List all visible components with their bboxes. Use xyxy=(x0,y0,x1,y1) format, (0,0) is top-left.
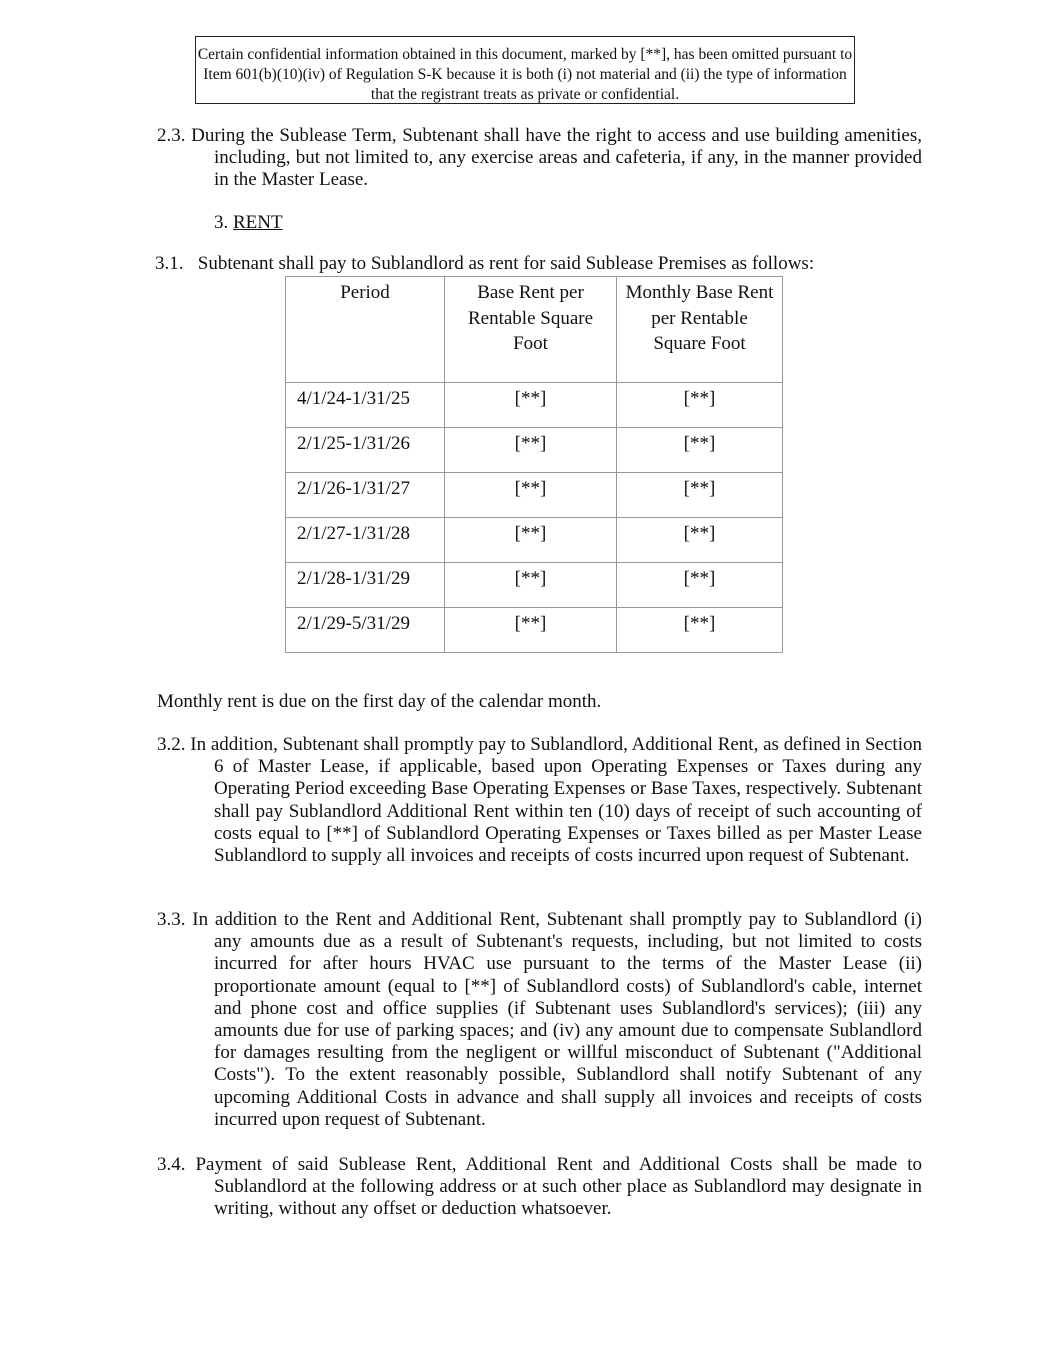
base-rent-cell: [**] xyxy=(445,608,617,653)
rent-table xyxy=(285,276,783,653)
base-rent-cell: [**] xyxy=(445,428,617,473)
period-cell: 2/1/29-5/31/29 xyxy=(286,608,445,653)
period-cell: 2/1/27-1/31/28 xyxy=(286,518,445,563)
confidentiality-notice: Certain confidential information obtained in this document, marked by [**], has been omitted pursuant to Item 601(b)(10)(iv) of Regulation S-K because it is both (i) not material and (ii) the type of information that the registrant treats as private or confidential. xyxy=(195,36,855,104)
period-cell: 2/1/28-1/31/29 xyxy=(286,563,445,608)
table-row xyxy=(286,518,783,563)
section-3-4: 3.4. Payment of said Sublease Rent, Additional Rent and Additional Costs shall be made to Sublandlord at the following address or at such other place as Sublandlord may designate in writing, without any offset or deduction whatsoever. xyxy=(157,1154,922,1220)
period-cell: 2/1/25-1/31/26 xyxy=(286,428,445,473)
rent-heading xyxy=(214,212,283,234)
base-rent-cell: [**] xyxy=(445,473,617,518)
base-rent-cell: [**] xyxy=(445,383,617,428)
header-monthly-base-rent: Monthly Base Rent per Rentable Square Foot xyxy=(617,277,783,383)
section-3-2: 3.2. In addition, Subtenant shall promptly pay to Sublandlord, Additional Rent, as defined in Section 6 of Master Lease, if applicable, based upon Operating Expenses or Taxes during any Operating Period exceeding Base Operating Expenses or Base Taxes, respectively. Subtenant shall pay Sublandlord Additional Rent within ten (10) days of receipt of such accounting of costs equal to [**] of Sublandlord Operating Expenses or Taxes billed as per Master Lease Sublandlord to supply all invoices and receipts of costs incurred upon request of Subtenant. xyxy=(157,734,922,867)
table-header-row xyxy=(286,277,783,383)
header-period: Period xyxy=(286,277,445,383)
period-cell: 4/1/24-1/31/25 xyxy=(286,383,445,428)
base-rent-cell: [**] xyxy=(445,563,617,608)
rent-heading-number: 3. xyxy=(214,212,229,233)
header-base-rent: Base Rent per Rentable Square Foot xyxy=(445,277,617,383)
monthly-rent-cell: [**] xyxy=(617,428,783,473)
rent-heading-title: RENT xyxy=(233,212,283,233)
section-3-3: 3.3. In addition to the Rent and Additional Rent, Subtenant shall promptly pay to Sublandlord (i) any amounts due as a result of Subtenant's requests, including, but not limited to costs incurred for after hours HVAC use pursuant to the terms of the Master Lease (ii) proportionate amount (equal to [**] of Sublandlord costs) of Sublandlord's cable, internet and phone cost and office supplies (if Subtenant uses Sublandlord's services); (iii) any amounts due for use of parking spaces; and (iv) any amount due to compensate Sublandlord for damages resulting from the negligent or willful misconduct of Subtenant ("Additional Costs"). To the extent reasonably possible, Sublandlord shall notify Subtenant of any upcoming Additional Costs in advance and shall supply all invoices and receipts of costs incurred upon request of Subtenant. xyxy=(157,909,922,1130)
section-3-1: 3.1. Subtenant shall pay to Sublandlord as rent for said Sublease Premises as follows: xyxy=(155,253,815,274)
base-rent-cell: [**] xyxy=(445,518,617,563)
table-row xyxy=(286,383,783,428)
table-row xyxy=(286,428,783,473)
monthly-rent-cell: [**] xyxy=(617,518,783,563)
monthly-rent-note: Monthly rent is due on the first day of the calendar month. xyxy=(157,691,602,712)
monthly-rent-cell: [**] xyxy=(617,563,783,608)
monthly-rent-cell: [**] xyxy=(617,383,783,428)
monthly-rent-cell: [**] xyxy=(617,608,783,653)
table-row xyxy=(286,608,783,653)
table-row xyxy=(286,563,783,608)
period-cell: 2/1/26-1/31/27 xyxy=(286,473,445,518)
section-2-3: 2.3. During the Sublease Term, Subtenant shall have the right to access and use building amenities, including, but not limited to, any exercise areas and cafeteria, if any, in the manner provided in the Master Lease. xyxy=(157,125,922,191)
monthly-rent-cell: [**] xyxy=(617,473,783,518)
table-row xyxy=(286,473,783,518)
